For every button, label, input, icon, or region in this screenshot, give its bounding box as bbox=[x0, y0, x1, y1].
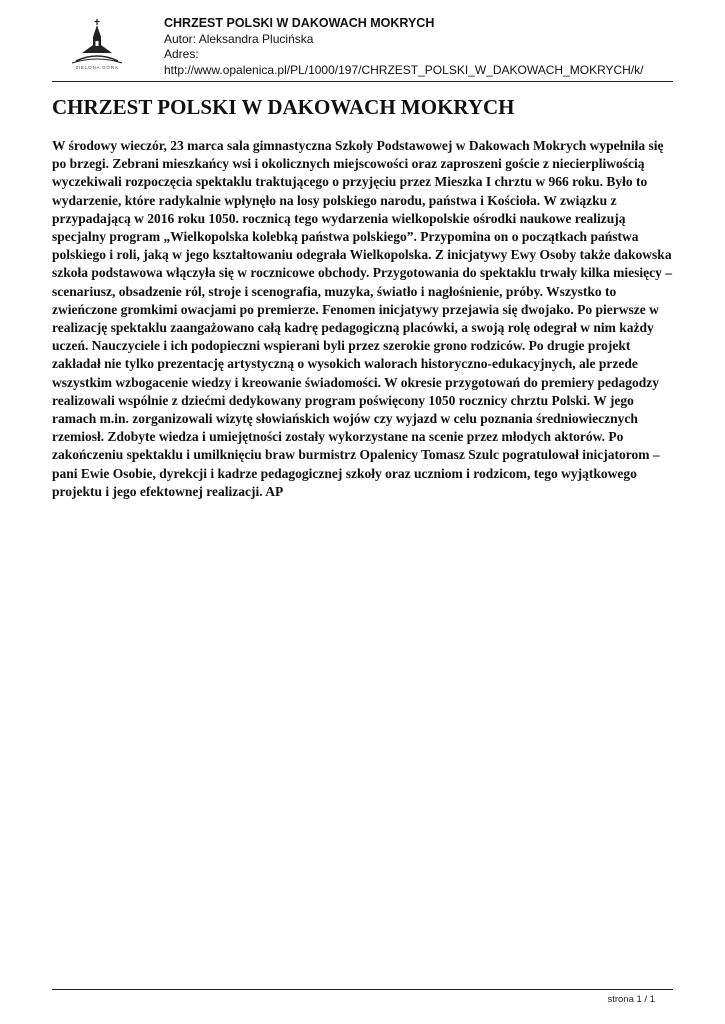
document-body: W środowy wieczór, 23 marca sala gimnastyczna Szkoły Podstawowej w Dakowach Mokrych wypełniła się po brzegi. Zebrani mieszkańcy wsi i okolicznych miejscowości oraz zaproszeni goście z niecierpliwością wyczekiwali rozpoczęcia spektaklu traktującego o przyjęciu przez Mieszka I chrztu w 966 roku. Było to wydarzenie, które radykalnie wpłynęło na losy polskiego narodu, państwa i Kościoła. W związku z przypadającą w 2016 roku 1050. rocznicą tego wydarzenia wielkopolskie ośrodki naukowe realizują specjalny program „Wielkopolska kolebką państwa polskiego”. Przypomina on o początkach państwa polskiego i roli, jaką w jego kształtowaniu odegrała Wielkopolska. Z inicjatywy Ewy Osoby także dakowska szkoła podstawowa włączyła się w rocznicowe obchody. Przygotowania do spektaklu trwały kilka miesięcy – scenariusz, obsadzenie ról, stroje i scenografia, muzyka, światło i nagłośnienie, próby. Wszystko to zwieńczone gromkimi owacjami po premierze. Fenomen inicjatywy przejawia się dwojako. Po pierwsze w realizację spektaklu zaangażowano całą kadrę pedagogiczną placówki, a swoją rolę odegrał w nim każdy uczeń. Nauczyciele i ich podopieczni wspierani byli przez szerokie grono rodziców. Po drugie projekt zakładał nie tylko prezentację artystyczną o wysokich walorach historyczno-edukacyjnych, ale przede wszystkim wzbogacenie wiedzy i kreowanie świadomości. W okresie przygotowań do premiery pedagodzy realizowali wspólnie z dziećmi dedykowany program poświęcony 1050 rocznicy chrztu Polski. W jego ramach m.in. zorganizowali wizytę słowiańskich wojów czy wyjazd w celu poznania średniowiecznych rzemiosł. Zdobyte wiedza i umiejętności zostały wykorzystane na scenie przez młodych aktorów. Po zakończeniu spektaklu i umilknięciu braw burmistrz Opalenicy Tomasz Szulc pogratulował inicjatorom – pani Ewie Osobie, dyrekcji i kadrze pedagogicznej szkoły oraz uczniom i rodzicom, tego wyjątkowego projektu i jego efektownej realizacji. AP bbox=[52, 138, 672, 499]
document-title: CHRZEST POLSKI W DAKOWACH MOKRYCH bbox=[52, 95, 515, 119]
header-url: http://www.opalenica.pl/PL/1000/197/CHRZEST_POLSKI_W_DAKOWACH_MOKRYCH/k/ bbox=[164, 62, 644, 77]
page-header bbox=[52, 12, 673, 82]
header-title: CHRZEST POLSKI W DAKOWACH MOKRYCH bbox=[164, 16, 435, 30]
header-address-label: Adres: bbox=[164, 47, 199, 61]
header-author: Autor: Aleksandra Plucińska bbox=[164, 31, 314, 46]
logo-caption: ZIELONA GÓRA bbox=[75, 65, 119, 70]
footer-divider bbox=[52, 989, 673, 990]
page-number: strona 1 / 1 bbox=[607, 994, 655, 1005]
header-meta bbox=[164, 16, 673, 78]
header-divider bbox=[52, 81, 673, 82]
church-tower-logo-icon bbox=[52, 17, 140, 71]
